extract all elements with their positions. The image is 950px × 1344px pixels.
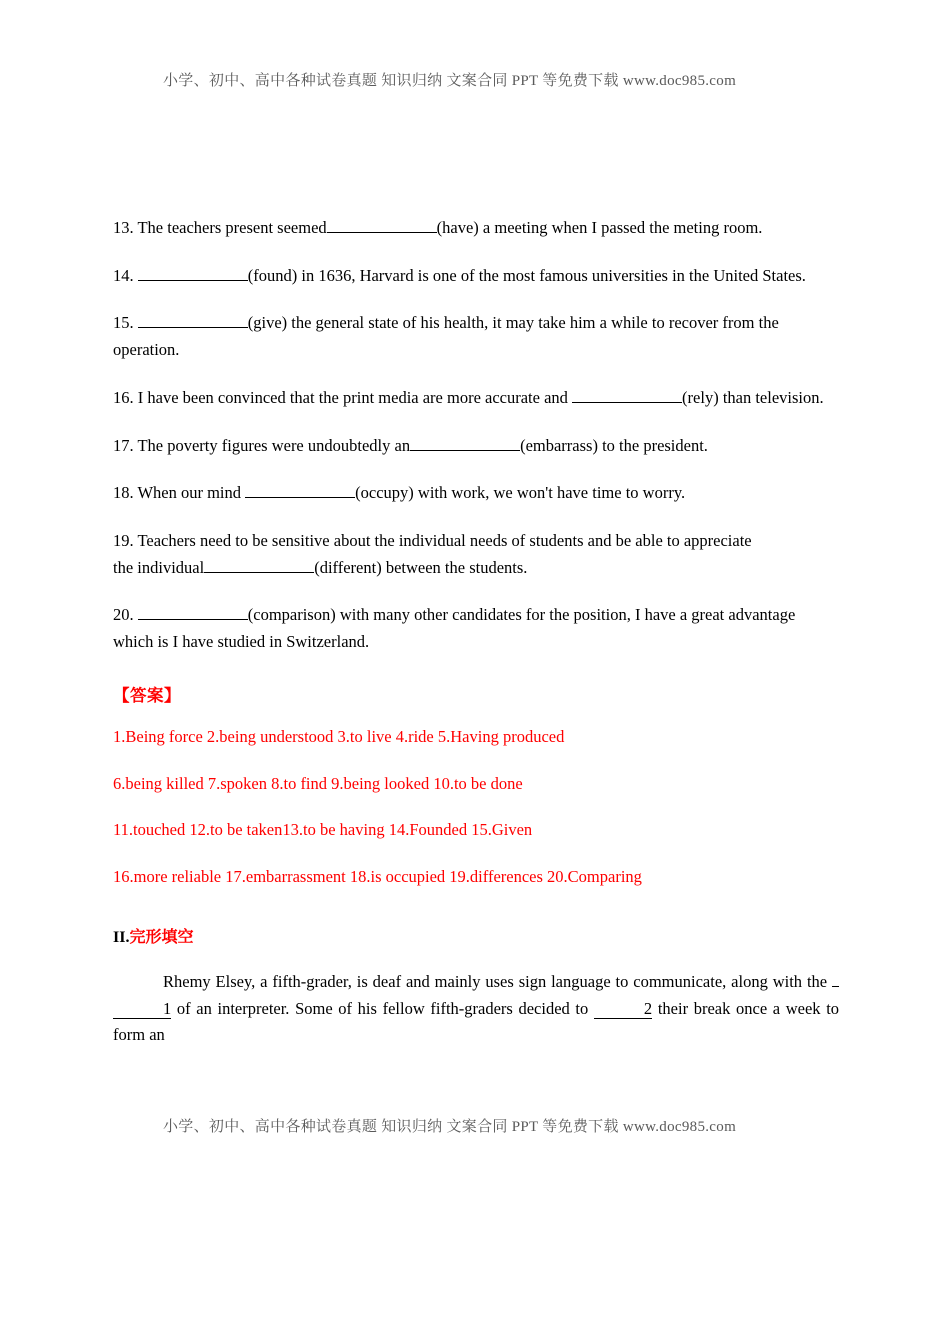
answer-blank xyxy=(572,386,682,403)
question-15 xyxy=(113,310,839,337)
question-16 xyxy=(113,385,839,412)
answers-line-4: 16.more reliable 17.embarrassment 18.is occupied 19.differences 20.Comparing xyxy=(113,867,642,887)
question-17-text-a: 17. The poverty figures were undoubtedly an xyxy=(113,435,411,455)
question-14-text-a: 14. xyxy=(113,265,138,285)
cloze-blank-1: 1 xyxy=(113,1000,171,1019)
question-18 xyxy=(113,480,839,507)
cloze-text-c: their break once a week to form an xyxy=(113,998,840,1045)
question-20-continued: which is I have studied in Switzerland. xyxy=(113,632,370,652)
question-18-text-a: 18. When our mind xyxy=(113,483,246,503)
question-19-continued xyxy=(113,555,839,582)
cloze-text-b: of an interpreter. Some of his fellow fifth-graders decided to xyxy=(176,998,589,1018)
question-13 xyxy=(113,215,839,242)
question-17-text-b: (embarrass) to the president. xyxy=(520,435,708,455)
question-20-text-a: 20. xyxy=(113,605,138,625)
watermark-bottom: 小学、初中、高中各种试卷真题 知识归纳 文案合同 PPT 等免费下载 www.doc985.com xyxy=(163,1119,737,1135)
question-15-text-a: 15. xyxy=(113,313,138,333)
question-19-text-b: the individual xyxy=(113,557,205,577)
question-14 xyxy=(113,263,839,290)
section-title-label: 完形填空 xyxy=(129,928,194,946)
answer-blank xyxy=(204,556,314,573)
question-13-text-a: 13. The teachers present seemed xyxy=(113,218,327,237)
question-15-text-b: (give) the general state of his health, it may take him a while to recover from the xyxy=(247,313,779,333)
watermark-top: 小学、初中、高中各种试卷真题 知识归纳 文案合同 PPT 等免费下载 www.doc985.com xyxy=(163,73,737,89)
answer-blank xyxy=(138,264,248,281)
question-20 xyxy=(113,602,839,629)
answer-blank xyxy=(138,312,248,329)
answer-blank xyxy=(327,216,437,233)
question-15-continued: operation. xyxy=(113,340,180,360)
document-content xyxy=(113,215,839,1049)
line-end-blank xyxy=(832,986,839,987)
cloze-text-a: Rhemy Elsey, a fifth-grader, is deaf and mainly uses sign language to communicate, along with the xyxy=(163,971,828,991)
section-number: II. xyxy=(113,928,130,946)
answers-heading: 【答案】 xyxy=(113,685,181,705)
answers-line-2: 6.being killed 7.spoken 8.to find 9.being looked 10.to be done xyxy=(113,773,523,793)
cloze-paragraph xyxy=(113,969,839,1049)
answers-line-3: 11.touched 12.to be taken13.to be having 14.Founded 15.Given xyxy=(113,820,533,840)
question-18-text-b: (occupy) with work, we won't have time to worry. xyxy=(355,483,686,503)
question-17 xyxy=(113,433,839,460)
section-title-cloze xyxy=(113,924,839,947)
question-19: 19. Teachers need to be sensitive about the individual needs of students and be able to appreciate xyxy=(113,531,752,551)
question-16-text-b: (rely) than television. xyxy=(682,387,824,407)
cloze-blank-2: 2 xyxy=(594,1000,652,1019)
question-16-text-a: 16. I have been convinced that the print media are more accurate and xyxy=(113,387,573,407)
answer-blank xyxy=(138,604,248,621)
answers-line-1: 1.Being force 2.being understood 3.to live 4.ride 5.Having produced xyxy=(113,726,565,746)
question-20-text-b: (comparison) with many other candidates for the position, I have a great advantage xyxy=(247,605,796,625)
answer-blank xyxy=(410,434,520,451)
question-19-text-c: (different) between the students. xyxy=(314,557,528,577)
question-13-text-b: (have) a meeting when I passed the meting room. xyxy=(436,218,763,237)
answer-blank xyxy=(245,482,355,499)
question-14-text-b: (found) in 1636, Harvard is one of the most famous universities in the United States. xyxy=(247,265,806,285)
